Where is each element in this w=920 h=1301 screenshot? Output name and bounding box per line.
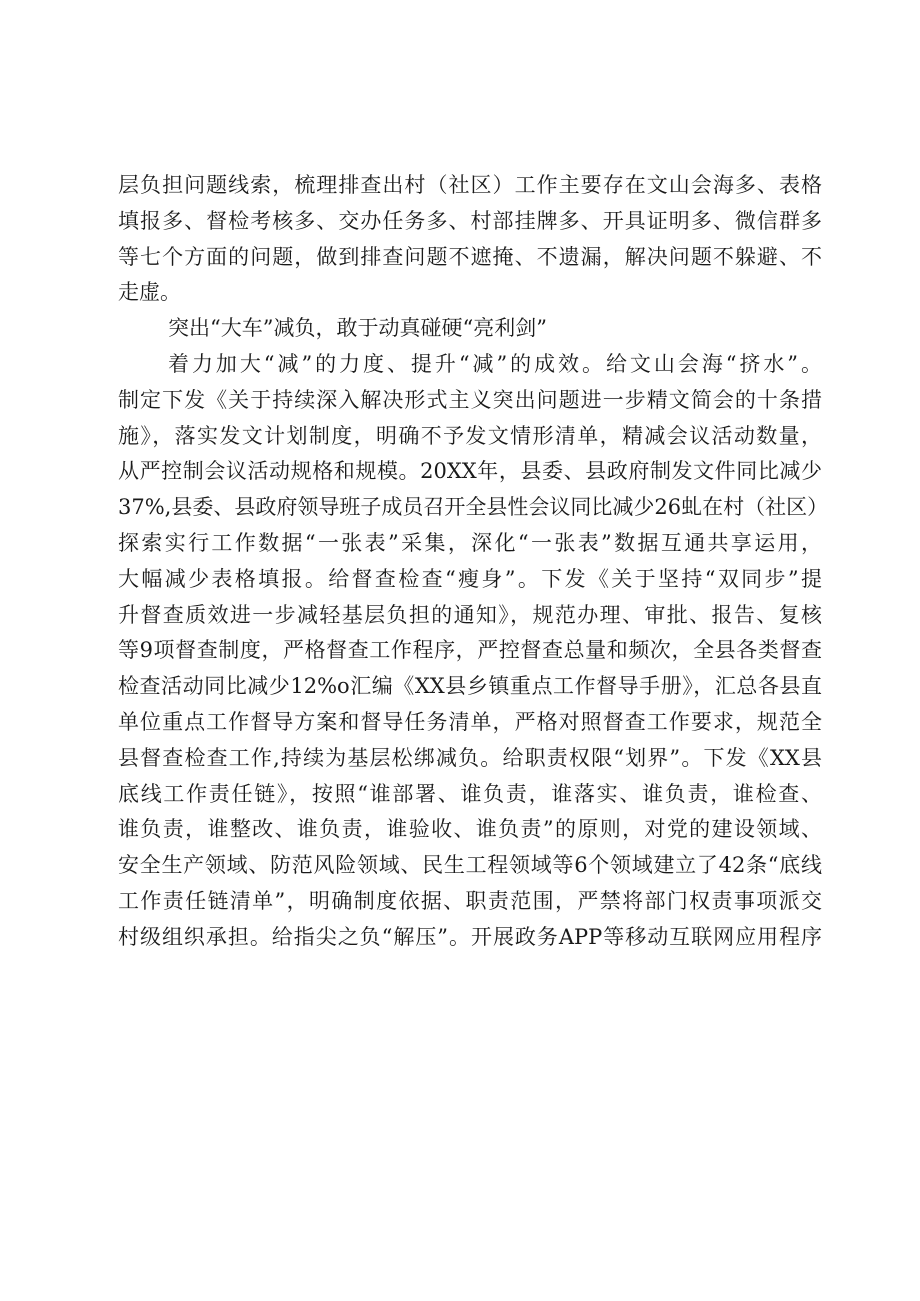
- text-line: 升督查质效进一步减轻基层负担的通知》，规范办理、审批、报告、复核: [118, 602, 822, 627]
- text-line: 填报多、督检考核多、交办任务多、村部挂牌多、开具证明多、微信群多: [118, 208, 822, 233]
- text-line: 县督查检查工作,持续为基层松绑减负。给职责权限“划界”。下发《XX县: [118, 745, 822, 770]
- text-line: 层负担问题线索，梳理排查出村（社区）工作主要存在文山会海多、表格: [118, 173, 822, 197]
- text-line: 37%,县委、县政府领导班子成员召开全县性会议同比减少26虬在村（社区）: [118, 495, 829, 520]
- text-line: 工作责任链清单”，明确制度依据、职责范围，严禁将部门权责事项派交: [118, 888, 822, 913]
- section-heading: 突出“大车”减负，敢于动真碰硬“亮利剑”: [168, 316, 547, 341]
- text-line: 单位重点工作督导方案和督导任务清单，严格对照督查工作要求，规范全: [118, 709, 822, 734]
- text-line: 等9项督查制度，严格督查工作程序，严控督查总量和频次，全县各类督查: [118, 638, 822, 663]
- text-line: 底线工作责任链》，按照“谁部署、谁负责，谁落实、谁负责，谁检查、: [118, 781, 822, 806]
- text-line: 等七个方面的问题，做到排查问题不遮掩、不遗漏，解决问题不躲避、不: [118, 244, 822, 269]
- text-line: 走虚。: [118, 280, 181, 305]
- text-line: 安全生产领域、防范风险领域、民生工程领域等6个领域建立了42条“底线: [118, 853, 822, 878]
- text-line: 村级组织承担。给指尖之负“解压”。开展政务APP等移动互联网应用程序: [118, 924, 822, 949]
- body-text: [118, 168, 829, 956]
- text-line: 检查活动同比减少12%o汇编《XX县乡镇重点工作督导手册》，汇总各县直: [118, 674, 822, 699]
- text-line: 施》，落实发文计划制度，明确不予发文情形清单，精减会议活动数量，: [118, 423, 822, 448]
- text-line: 着力加大“减”的力度、提升“减”的成效。给文山会海“挤水”。: [168, 351, 822, 376]
- text-line: 从严控制会议活动规格和规模。20XX年，县委、县政府制发文件同比减少: [118, 459, 822, 484]
- text-line: 探索实行工作数据“一张表”采集，深化“一张表”数据互通共享运用，: [118, 530, 822, 555]
- text-line: 谁负责，谁整改、谁负责，谁验收、谁负责”的原则，对党的建设领域、: [118, 817, 822, 842]
- text-line: 制定下发《关于持续深入解决形式主义突出问题进一步精文简会的十条措: [118, 387, 822, 412]
- text-line: 大幅减少表格填报。给督查检查“瘦身”。下发《关于坚持“双同步”提: [118, 566, 822, 591]
